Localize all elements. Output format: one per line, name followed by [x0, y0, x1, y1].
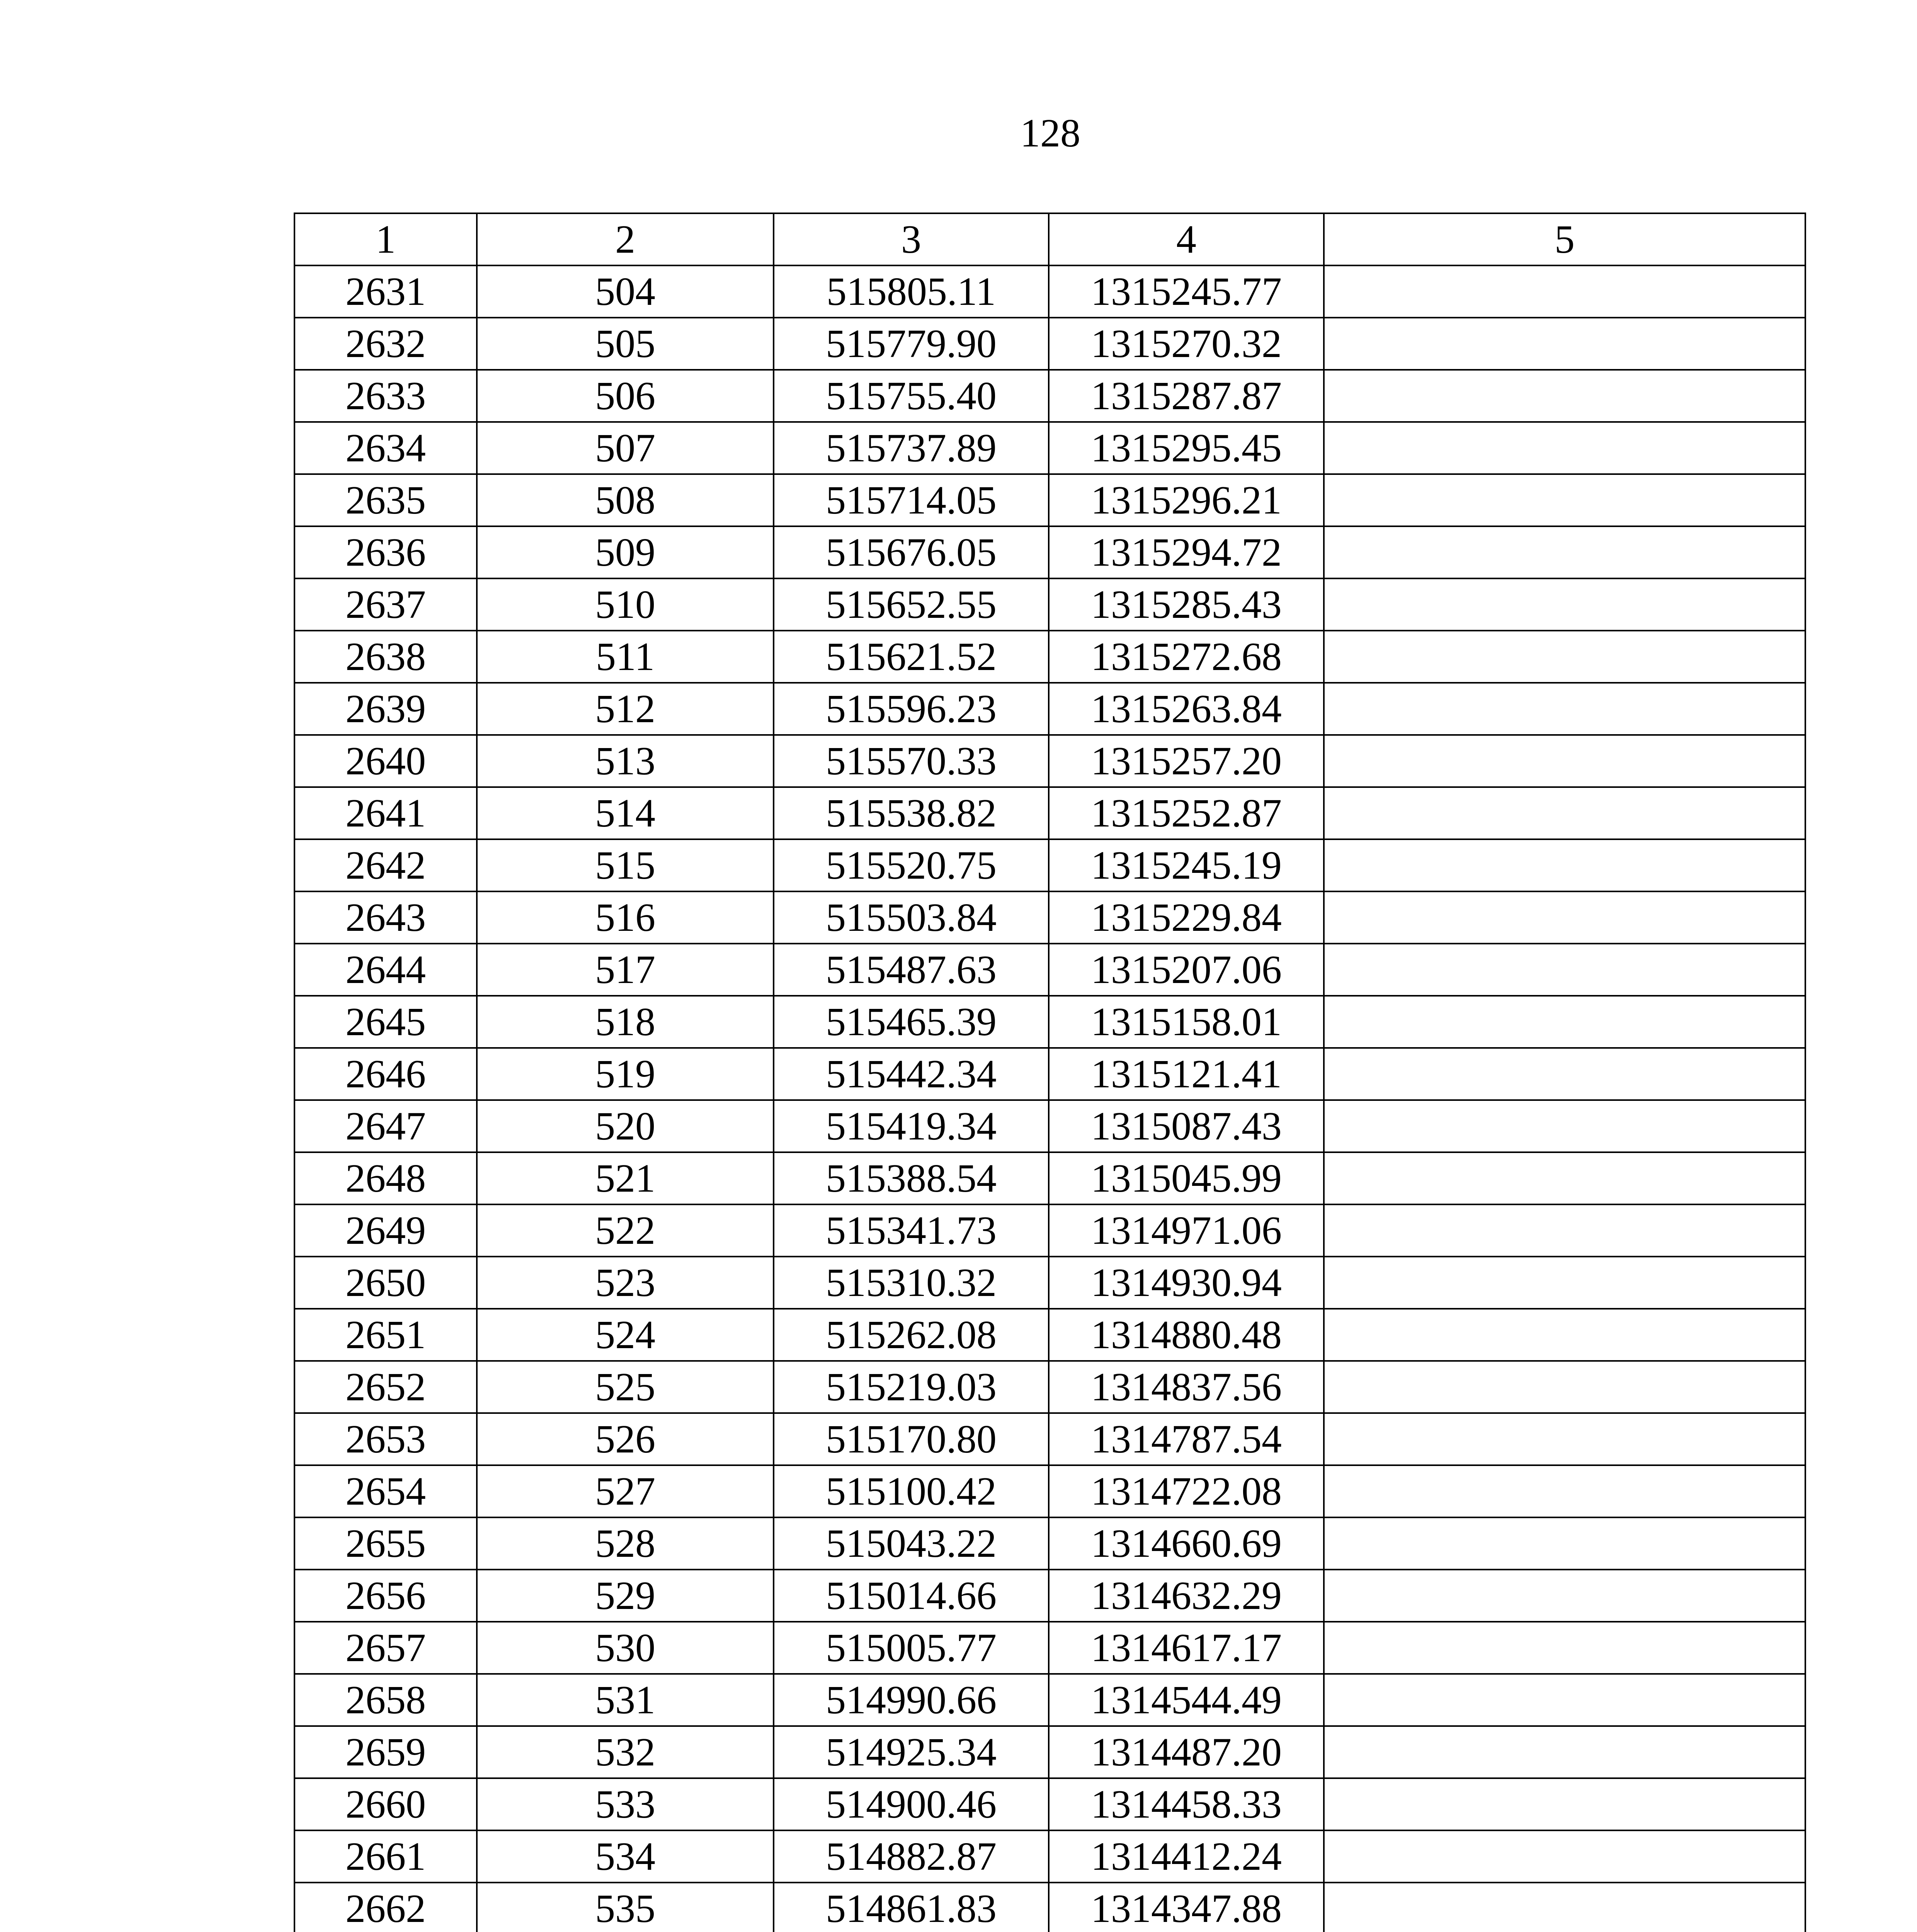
table-cell-col-2: 524 — [477, 1309, 774, 1361]
table-cell-col-5 — [1324, 1257, 1805, 1309]
table-cell-col-5 — [1324, 1152, 1805, 1204]
table-row — [294, 1465, 1805, 1517]
table-cell-col-4: 1314458.33 — [1049, 1778, 1324, 1830]
table-cell-col-5 — [1324, 1465, 1805, 1517]
table-cell-col-5 — [1324, 578, 1805, 631]
table-cell-col-4: 1315252.87 — [1049, 787, 1324, 839]
table-row — [294, 996, 1805, 1048]
table-cell-col-1: 2648 — [294, 1152, 477, 1204]
table-cell-col-2: 519 — [477, 1048, 774, 1100]
table-cell-col-2: 521 — [477, 1152, 774, 1204]
table-cell-col-4: 1315087.43 — [1049, 1100, 1324, 1152]
table-cell-col-3: 514990.66 — [774, 1674, 1049, 1726]
table-cell-col-1: 2645 — [294, 996, 477, 1048]
table-cell-col-3: 515341.73 — [774, 1204, 1049, 1257]
table-cell-col-1: 2643 — [294, 891, 477, 944]
table-cell-col-1: 2644 — [294, 944, 477, 996]
table-cell-col-1: 2660 — [294, 1778, 477, 1830]
table-cell-col-5 — [1324, 1517, 1805, 1570]
table-cell-col-4: 1315207.06 — [1049, 944, 1324, 996]
table-cell-col-1: 2650 — [294, 1257, 477, 1309]
table-cell-col-3: 515503.84 — [774, 891, 1049, 944]
table-cell-col-2: 516 — [477, 891, 774, 944]
table-row — [294, 265, 1805, 318]
table-cell-col-5 — [1324, 735, 1805, 787]
table-cell-col-3: 515737.89 — [774, 422, 1049, 474]
table-cell-col-3: 514861.83 — [774, 1883, 1049, 1932]
table-cell-col-1: 2656 — [294, 1570, 477, 1622]
table-cell-col-5 — [1324, 1622, 1805, 1674]
table-cell-col-2: 526 — [477, 1413, 774, 1465]
table-row — [294, 1622, 1805, 1674]
table-row — [294, 1413, 1805, 1465]
table-cell-col-5 — [1324, 1361, 1805, 1413]
table-cell-col-1: 2649 — [294, 1204, 477, 1257]
table-row — [294, 1674, 1805, 1726]
table-cell-col-5 — [1324, 891, 1805, 944]
header-col-3: 3 — [774, 213, 1049, 265]
table-cell-col-5 — [1324, 1413, 1805, 1465]
table-row — [294, 787, 1805, 839]
table-cell-col-2: 507 — [477, 422, 774, 474]
table-cell-col-2: 517 — [477, 944, 774, 996]
table-cell-col-3: 515487.63 — [774, 944, 1049, 996]
table-cell-col-1: 2661 — [294, 1830, 477, 1883]
table-cell-col-1: 2633 — [294, 370, 477, 422]
table-cell-col-5 — [1324, 1883, 1805, 1932]
table-cell-col-2: 514 — [477, 787, 774, 839]
table-cell-col-3: 514925.34 — [774, 1726, 1049, 1778]
table-cell-col-4: 1314787.54 — [1049, 1413, 1324, 1465]
table-cell-col-5 — [1324, 1100, 1805, 1152]
table-cell-col-3: 515014.66 — [774, 1570, 1049, 1622]
table-row — [294, 631, 1805, 683]
table-cell-col-2: 512 — [477, 683, 774, 735]
table-cell-col-3: 515520.75 — [774, 839, 1049, 891]
table-cell-col-2: 515 — [477, 839, 774, 891]
table-cell-col-3: 515005.77 — [774, 1622, 1049, 1674]
table-row — [294, 1309, 1805, 1361]
table-cell-col-1: 2654 — [294, 1465, 477, 1517]
table-cell-col-3: 515755.40 — [774, 370, 1049, 422]
table-cell-col-3: 515170.80 — [774, 1413, 1049, 1465]
table-cell-col-3: 515043.22 — [774, 1517, 1049, 1570]
table-cell-col-2: 523 — [477, 1257, 774, 1309]
table-row — [294, 578, 1805, 631]
table-cell-col-3: 515596.23 — [774, 683, 1049, 735]
table-cell-col-5 — [1324, 1674, 1805, 1726]
table-cell-col-1: 2659 — [294, 1726, 477, 1778]
table-row — [294, 1883, 1805, 1932]
table-cell-col-5 — [1324, 996, 1805, 1048]
table-cell-col-3: 515388.54 — [774, 1152, 1049, 1204]
table-cell-col-2: 510 — [477, 578, 774, 631]
header-col-5: 5 — [1324, 213, 1805, 265]
table-row — [294, 891, 1805, 944]
table-row — [294, 422, 1805, 474]
table-cell-col-1: 2638 — [294, 631, 477, 683]
table-cell-col-2: 509 — [477, 526, 774, 578]
table-cell-col-2: 530 — [477, 1622, 774, 1674]
table-cell-col-4: 1314412.24 — [1049, 1830, 1324, 1883]
table-body — [294, 265, 1805, 1932]
table-cell-col-5 — [1324, 1778, 1805, 1830]
table-row — [294, 1152, 1805, 1204]
table-cell-col-3: 515652.55 — [774, 578, 1049, 631]
table-cell-col-3: 515805.11 — [774, 265, 1049, 318]
table-cell-col-3: 515219.03 — [774, 1361, 1049, 1413]
table-cell-col-4: 1315229.84 — [1049, 891, 1324, 944]
table-cell-col-1: 2641 — [294, 787, 477, 839]
table-cell-col-1: 2658 — [294, 1674, 477, 1726]
table-cell-col-1: 2636 — [294, 526, 477, 578]
table-cell-col-3: 515621.52 — [774, 631, 1049, 683]
table-row — [294, 318, 1805, 370]
table-cell-col-1: 2657 — [294, 1622, 477, 1674]
table-cell-col-4: 1314632.29 — [1049, 1570, 1324, 1622]
table-cell-col-5 — [1324, 683, 1805, 735]
table-cell-col-4: 1315294.72 — [1049, 526, 1324, 578]
table-cell-col-4: 1314544.49 — [1049, 1674, 1324, 1726]
table-cell-col-1: 2639 — [294, 683, 477, 735]
table-cell-col-3: 515538.82 — [774, 787, 1049, 839]
table-row — [294, 1100, 1805, 1152]
table-cell-col-4: 1315257.20 — [1049, 735, 1324, 787]
table-cell-col-2: 531 — [477, 1674, 774, 1726]
table-row — [294, 1257, 1805, 1309]
table-cell-col-4: 1315270.32 — [1049, 318, 1324, 370]
table-cell-col-4: 1314617.17 — [1049, 1622, 1324, 1674]
table-cell-col-3: 515100.42 — [774, 1465, 1049, 1517]
table-cell-col-4: 1315272.68 — [1049, 631, 1324, 683]
table-cell-col-5 — [1324, 1309, 1805, 1361]
table-cell-col-1: 2646 — [294, 1048, 477, 1100]
table-row — [294, 683, 1805, 735]
table-cell-col-4: 1315296.21 — [1049, 474, 1324, 526]
table-cell-col-3: 515779.90 — [774, 318, 1049, 370]
table-cell-col-3: 515570.33 — [774, 735, 1049, 787]
table-cell-col-3: 515442.34 — [774, 1048, 1049, 1100]
table-row — [294, 1778, 1805, 1830]
table-row — [294, 370, 1805, 422]
table-cell-col-1: 2634 — [294, 422, 477, 474]
table-cell-col-5 — [1324, 265, 1805, 318]
table-cell-col-3: 515714.05 — [774, 474, 1049, 526]
table-row — [294, 1830, 1805, 1883]
table-cell-col-5 — [1324, 1726, 1805, 1778]
table-cell-col-1: 2651 — [294, 1309, 477, 1361]
table-cell-col-2: 506 — [477, 370, 774, 422]
table-cell-col-4: 1315158.01 — [1049, 996, 1324, 1048]
table-row — [294, 1517, 1805, 1570]
table-cell-col-2: 518 — [477, 996, 774, 1048]
table-cell-col-4: 1314971.06 — [1049, 1204, 1324, 1257]
table-cell-col-4: 1314347.88 — [1049, 1883, 1324, 1932]
table-cell-col-4: 1314722.08 — [1049, 1465, 1324, 1517]
table-cell-col-1: 2653 — [294, 1413, 477, 1465]
table-cell-col-5 — [1324, 631, 1805, 683]
table-row — [294, 1726, 1805, 1778]
header-col-1: 1 — [294, 213, 477, 265]
table-cell-col-2: 505 — [477, 318, 774, 370]
table-cell-col-1: 2662 — [294, 1883, 477, 1932]
table-row — [294, 526, 1805, 578]
table-cell-col-3: 515262.08 — [774, 1309, 1049, 1361]
table-cell-col-2: 535 — [477, 1883, 774, 1932]
table-cell-col-1: 2655 — [294, 1517, 477, 1570]
table-cell-col-5 — [1324, 1570, 1805, 1622]
table-row — [294, 944, 1805, 996]
table-cell-col-3: 515310.32 — [774, 1257, 1049, 1309]
table-cell-col-4: 1315285.43 — [1049, 578, 1324, 631]
table-cell-col-4: 1315295.45 — [1049, 422, 1324, 474]
table-cell-col-1: 2632 — [294, 318, 477, 370]
table-cell-col-1: 2635 — [294, 474, 477, 526]
table-cell-col-2: 508 — [477, 474, 774, 526]
coordinates-table — [294, 213, 1806, 1932]
header-col-4: 4 — [1049, 213, 1324, 265]
table-cell-col-1: 2642 — [294, 839, 477, 891]
table-cell-col-5 — [1324, 1204, 1805, 1257]
table-cell-col-2: 520 — [477, 1100, 774, 1152]
table-cell-col-2: 504 — [477, 265, 774, 318]
table-header-row — [294, 213, 1805, 265]
table-cell-col-4: 1314837.56 — [1049, 1361, 1324, 1413]
table-cell-col-4: 1314660.69 — [1049, 1517, 1324, 1570]
table-cell-col-2: 513 — [477, 735, 774, 787]
table-cell-col-4: 1315121.41 — [1049, 1048, 1324, 1100]
table-row — [294, 1570, 1805, 1622]
header-col-2: 2 — [477, 213, 774, 265]
table-row — [294, 1361, 1805, 1413]
table-cell-col-1: 2647 — [294, 1100, 477, 1152]
table-cell-col-4: 1314880.48 — [1049, 1309, 1324, 1361]
table-cell-col-4: 1315245.19 — [1049, 839, 1324, 891]
table-cell-col-4: 1315287.87 — [1049, 370, 1324, 422]
table-cell-col-2: 533 — [477, 1778, 774, 1830]
table-cell-col-2: 529 — [477, 1570, 774, 1622]
table-row — [294, 839, 1805, 891]
table-cell-col-3: 515676.05 — [774, 526, 1049, 578]
table-cell-col-5 — [1324, 1048, 1805, 1100]
page-number: 128 — [1020, 111, 1080, 155]
table-row — [294, 1204, 1805, 1257]
table-cell-col-4: 1315263.84 — [1049, 683, 1324, 735]
table-row — [294, 1048, 1805, 1100]
table-cell-col-3: 515419.34 — [774, 1100, 1049, 1152]
table-cell-col-2: 534 — [477, 1830, 774, 1883]
table-cell-col-5 — [1324, 318, 1805, 370]
table-cell-col-1: 2640 — [294, 735, 477, 787]
table-cell-col-4: 1315045.99 — [1049, 1152, 1324, 1204]
table-cell-col-2: 511 — [477, 631, 774, 683]
table-cell-col-1: 2652 — [294, 1361, 477, 1413]
table-cell-col-5 — [1324, 422, 1805, 474]
table-cell-col-3: 515465.39 — [774, 996, 1049, 1048]
table-cell-col-3: 514900.46 — [774, 1778, 1049, 1830]
table-cell-col-2: 528 — [477, 1517, 774, 1570]
table-row — [294, 735, 1805, 787]
table-cell-col-5 — [1324, 944, 1805, 996]
table-cell-col-5 — [1324, 1830, 1805, 1883]
table-cell-col-5 — [1324, 787, 1805, 839]
table-cell-col-2: 532 — [477, 1726, 774, 1778]
table-cell-col-2: 522 — [477, 1204, 774, 1257]
table-row — [294, 474, 1805, 526]
table-cell-col-4: 1314487.20 — [1049, 1726, 1324, 1778]
table-cell-col-4: 1314930.94 — [1049, 1257, 1324, 1309]
table-cell-col-5 — [1324, 370, 1805, 422]
table-cell-col-5 — [1324, 474, 1805, 526]
table-cell-col-5 — [1324, 839, 1805, 891]
table-cell-col-1: 2637 — [294, 578, 477, 631]
table-cell-col-3: 514882.87 — [774, 1830, 1049, 1883]
table-cell-col-2: 527 — [477, 1465, 774, 1517]
table-cell-col-1: 2631 — [294, 265, 477, 318]
table-cell-col-5 — [1324, 526, 1805, 578]
table-cell-col-2: 525 — [477, 1361, 774, 1413]
table-cell-col-4: 1315245.77 — [1049, 265, 1324, 318]
